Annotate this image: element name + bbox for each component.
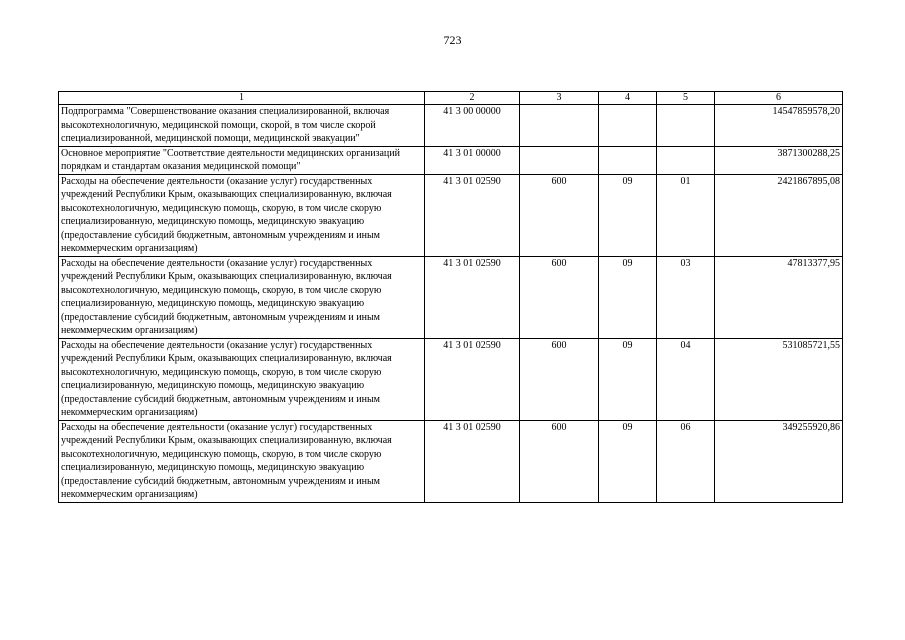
row-pr: 01 (657, 174, 715, 256)
row-name: Основное мероприятие "Соответствие деятельности медицинских организаций порядкам и стандартам оказания медицинской помощи" (59, 146, 425, 174)
table-row (59, 146, 843, 174)
row-amount: 14547859578,20 (715, 105, 843, 147)
row-name: Расходы на обеспечение деятельности (оказание услуг) государственных учреждений Республики Крым, оказывающих специализированную, включая высокотехнологичную, медицинскую помощь, скорую, в том числе скорую специализированную, медицинскую помощь, медицинскую эвакуацию (предоставление субсидий бюджетным, автономным учреждениям и иным некоммерческим организациям) (59, 174, 425, 256)
row-vr: 600 (520, 256, 599, 338)
row-rz: 09 (599, 420, 657, 502)
row-pr: 06 (657, 420, 715, 502)
row-vr (520, 146, 599, 174)
row-code: 41 3 01 02590 (425, 420, 520, 502)
row-rz (599, 105, 657, 147)
header-col-5: 5 (657, 92, 715, 105)
row-vr (520, 105, 599, 147)
row-code: 41 3 01 02590 (425, 174, 520, 256)
header-col-1: 1 (59, 92, 425, 105)
row-pr: 04 (657, 338, 715, 420)
row-rz: 09 (599, 174, 657, 256)
page-number: 723 (443, 33, 462, 47)
table-row (59, 420, 843, 502)
budget-table (58, 91, 843, 503)
row-name: Расходы на обеспечение деятельности (оказание услуг) государственных учреждений Республики Крым, оказывающих специализированную, включая высокотехнологичную, медицинскую помощь, скорую, в том числе скорую специализированную, медицинскую помощь, медицинскую эвакуацию (предоставление субсидий бюджетным, автономным учреждениям и иным некоммерческим организациям) (59, 420, 425, 502)
row-code: 41 3 01 00000 (425, 146, 520, 174)
row-name: Расходы на обеспечение деятельности (оказание услуг) государственных учреждений Республики Крым, оказывающих специализированную, включая высокотехнологичную, медицинскую помощь, скорую, в том числе скорую специализированную, медицинскую помощь, медицинскую эвакуацию (предоставление субсидий бюджетным, автономным учреждениям и иным некоммерческим организациям) (59, 256, 425, 338)
row-rz: 09 (599, 338, 657, 420)
row-vr: 600 (520, 174, 599, 256)
row-pr: 03 (657, 256, 715, 338)
row-rz (599, 146, 657, 174)
row-vr: 600 (520, 338, 599, 420)
table-row (59, 256, 843, 338)
row-vr: 600 (520, 420, 599, 502)
header-col-3: 3 (520, 92, 599, 105)
row-amount: 531085721,55 (715, 338, 843, 420)
row-code: 41 3 01 02590 (425, 338, 520, 420)
row-code: 41 3 00 00000 (425, 105, 520, 147)
row-amount: 3871300288,25 (715, 146, 843, 174)
row-code: 41 3 01 02590 (425, 256, 520, 338)
row-amount: 47813377,95 (715, 256, 843, 338)
row-amount: 349255920,86 (715, 420, 843, 502)
header-col-6: 6 (715, 92, 843, 105)
row-rz: 09 (599, 256, 657, 338)
header-row (59, 92, 843, 105)
table-row (59, 174, 843, 256)
row-name: Подпрограмма "Совершенствование оказания специализированной, включая высокотехнологичную, медицинской помощи, скорой, в том числе скорой специализированной, медицинской помощи, медицинской эвакуации" (59, 105, 425, 147)
row-name: Расходы на обеспечение деятельности (оказание услуг) государственных учреждений Республики Крым, оказывающих специализированную, включая высокотехнологичную, медицинскую помощь, скорую, в том числе скорую специализированную, медицинскую помощь, медицинскую эвакуацию (предоставление субсидий бюджетным, автономным учреждениям и иным некоммерческим организациям) (59, 338, 425, 420)
row-amount: 2421867895,08 (715, 174, 843, 256)
row-pr (657, 146, 715, 174)
row-pr (657, 105, 715, 147)
header-col-4: 4 (599, 92, 657, 105)
table-row (59, 105, 843, 147)
table-row (59, 338, 843, 420)
header-col-2: 2 (425, 92, 520, 105)
